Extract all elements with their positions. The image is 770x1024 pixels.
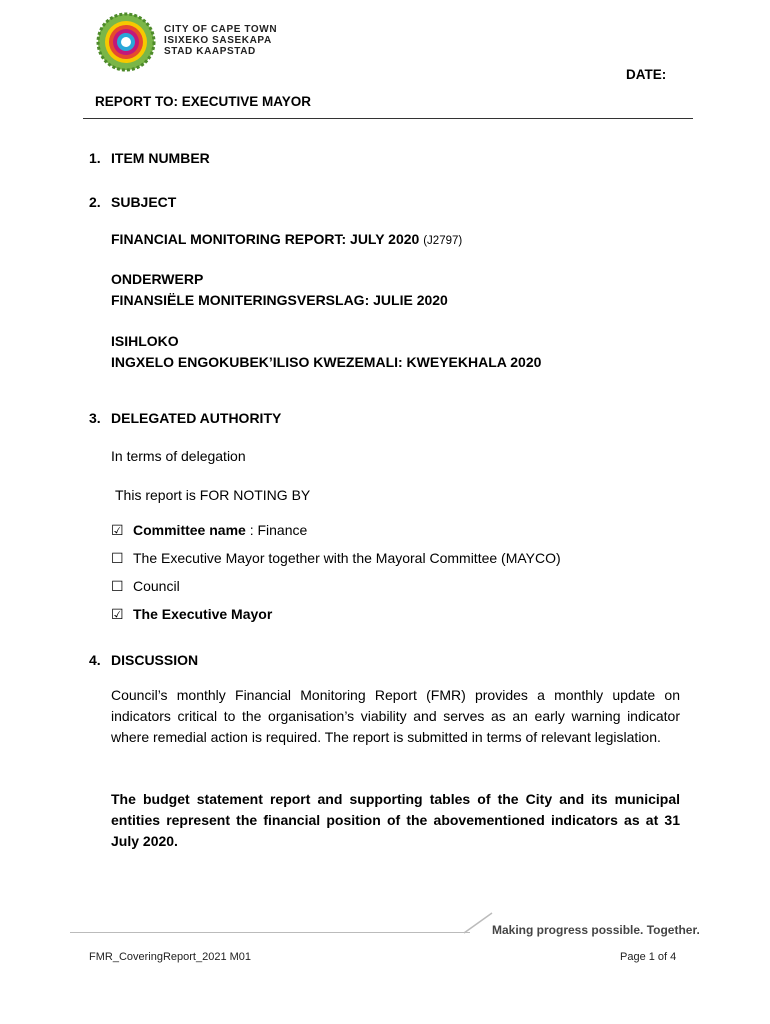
page-number: Page 1 of 4 xyxy=(620,951,677,963)
section-4-number: 4. xyxy=(89,652,101,668)
option-council xyxy=(111,572,561,600)
footer-tagline: Making progress possible. Together. xyxy=(492,923,700,937)
document-id: FMR_CoveringReport_2021 M01 xyxy=(89,951,252,963)
section-2-number: 2. xyxy=(89,194,101,210)
subject-xhosa: INGXELO ENGOKUBEK’ILISO KWEZEMALI: KWEYEKHALA 2020 xyxy=(111,354,542,370)
date-label: DATE: xyxy=(626,67,667,82)
report-to: REPORT TO: EXECUTIVE MAYOR xyxy=(95,94,312,109)
option-committee xyxy=(111,516,561,544)
option-label: Committee name xyxy=(133,522,246,538)
organization-name xyxy=(164,24,277,57)
footer-divider xyxy=(70,932,470,933)
section-4-heading xyxy=(89,652,198,668)
option-executive-mayor xyxy=(111,600,561,628)
unchecked-box-icon: ☐ xyxy=(111,550,124,566)
section-2-heading xyxy=(89,194,176,210)
subject-english xyxy=(111,229,462,252)
section-1-heading xyxy=(89,150,210,166)
subject-afrikaans-label: ONDERWERP xyxy=(111,271,204,287)
subject-afrikaans: FINANSIËLE MONITERINGSVERSLAG: JULIE 2020 xyxy=(111,292,448,308)
section-3-number: 3. xyxy=(89,410,101,426)
header-divider xyxy=(83,118,693,119)
section-3-heading xyxy=(89,410,281,426)
delegation-terms: In terms of delegation xyxy=(111,448,246,464)
footer-swoosh-icon xyxy=(462,911,494,935)
section-4-title: DISCUSSION xyxy=(111,652,199,668)
section-1-number: 1. xyxy=(89,150,101,166)
noting-statement: This report is FOR NOTING BY xyxy=(115,487,311,503)
subject-xhosa-label: ISIHLOKO xyxy=(111,333,179,349)
discussion-paragraph-2: The budget statement report and supporting tables of the City and its municipal entities represent the financial position of the abovementioned indicators as at 31 July 2020. xyxy=(111,791,680,849)
org-name-afrikaans: STAD KAAPSTAD xyxy=(164,46,256,57)
noting-options xyxy=(111,516,561,628)
option-label: Council xyxy=(133,578,180,594)
checked-box-icon: ☑ xyxy=(111,522,124,538)
org-name-xhosa: ISIXEKO SASEKAPA xyxy=(164,35,272,46)
org-name-english: CITY OF CAPE TOWN xyxy=(164,24,278,35)
city-logo xyxy=(96,12,156,72)
option-suffix: : Finance xyxy=(245,522,308,538)
subject-code: (J2797) xyxy=(423,235,463,247)
subject-english-text: FINANCIAL MONITORING REPORT: JULY 2020 xyxy=(111,231,420,247)
section-3-title: DELEGATED AUTHORITY xyxy=(111,410,282,426)
section-1-title: ITEM NUMBER xyxy=(111,150,210,166)
option-label: The Executive Mayor xyxy=(133,606,273,622)
discussion-paragraph-1: Council’s monthly Financial Monitoring Report (FMR) provides a monthly update on indicators critical to the organisation’s viability and serves as an early warning indicator where remedial action is required. The report is submitted in terms of relevant legislation. xyxy=(111,687,680,745)
unchecked-box-icon: ☐ xyxy=(111,578,124,594)
section-2-title: SUBJECT xyxy=(111,194,177,210)
option-label: The Executive Mayor together with the Mayoral Committee (MAYCO) xyxy=(133,550,561,566)
option-mayco xyxy=(111,544,561,572)
checked-box-icon: ☑ xyxy=(111,606,124,622)
